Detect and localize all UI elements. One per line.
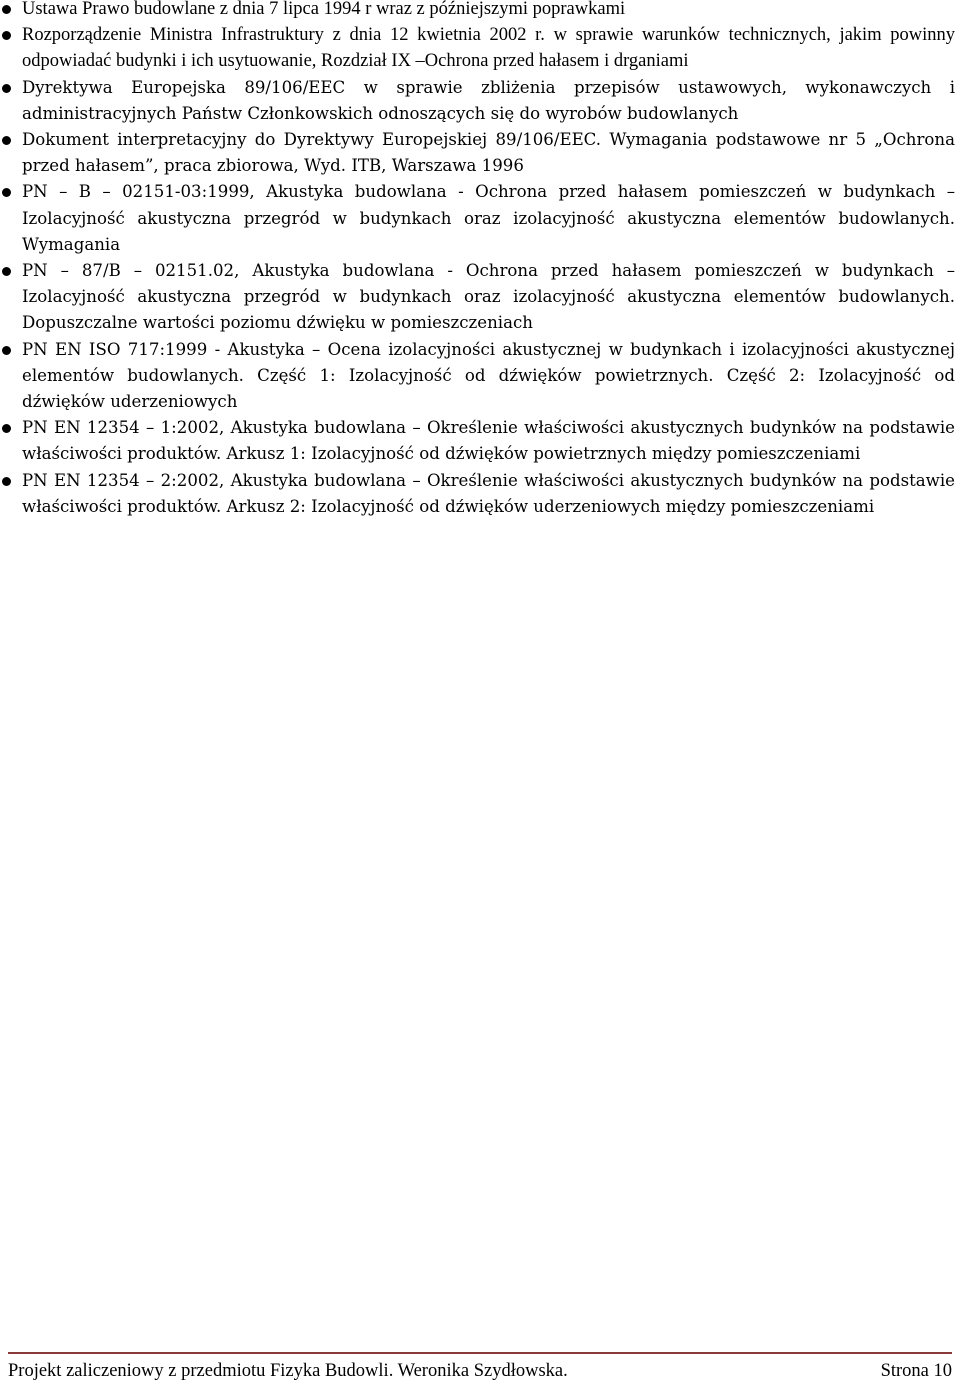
reference-text: Dokument interpretacyjny do Dyrektywy Europejskiej 89/106/EEC. Wymagania podstawowe nr 5 „Ochrona przed hałasem”, praca zbiorowa, Wyd. ITB, Warszawa 1996: [22, 130, 955, 176]
bullet-icon: [2, 31, 11, 40]
reference-text: Rozporządzenie Ministra Infrastruktury z dnia 12 kwietnia 2002 r. w sprawie warunków technicznych, jakim powinny odpowiadać budynki i ich usytuowanie, Rozdział IX –Ochrona przed hałasem i drganiami: [22, 25, 955, 72]
reference-item: [0, 179, 955, 258]
reference-item: [0, 0, 955, 22]
bullet-icon: [2, 5, 11, 14]
footer-project-info: Projekt zaliczeniowy z przedmiotu Fizyka Budowli. Weronika Szydłowska.: [8, 1361, 568, 1381]
page-number: Strona 10: [880, 1361, 952, 1381]
reference-item: [0, 127, 955, 179]
bullet-icon: [2, 477, 11, 486]
bullet-icon: [2, 267, 11, 276]
reference-text: PN EN ISO 717:1999 - Akustyka – Ocena izolacyjności akustycznej w budynkach i izolacyjności akustycznej elementów budowlanych. Część 1: Izolacyjność od dźwięków powietrznych. Część 2: Izolacyjność od dźwięków uderzeniowych: [22, 339, 955, 412]
reference-text: PN – B – 02151-03:1999, Akustyka budowlana - Ochrona przed hałasem pomieszczeń w budynkach – Izolacyjność akustyczna przegród w budynkach oraz izolacyjność akustyczna elementów budowlanych. Wymagania: [22, 182, 955, 254]
reference-text: Dyrektywa Europejska 89/106/EEC w sprawie zbliżenia przepisów ustawowych, wykonawczych i administracyjnych Państw Członkowskich odnoszących się do wyrobów budowlanych: [22, 77, 955, 123]
page-footer: [8, 1352, 952, 1382]
reference-item: [0, 22, 955, 74]
reference-text: PN EN 12354 – 1:2002, Akustyka budowlana – Określenie właściwości akustycznych budynków na podstawie właściwości produktów. Arkusz 1: Izolacyjność od dźwięków powietrznych między pomieszczeniami: [22, 418, 955, 464]
reference-item: [0, 258, 955, 337]
bullet-icon: [2, 346, 11, 355]
bullet-icon: [2, 188, 11, 197]
reference-item: [0, 75, 955, 127]
bullet-icon: [2, 136, 11, 145]
reference-text: PN – 87/B – 02151.02, Akustyka budowlana - Ochrona przed hałasem pomieszczeń w budynkach – Izolacyjność akustyczna przegród w budynkach oraz izolacyjność akustyczna elementów budowlanych. Dopuszczalne wartości poziomu dźwięku w pomieszczeniach: [22, 261, 955, 333]
reference-text: Ustawa Prawo budowlane z dnia 7 lipca 1994 r wraz z późniejszymi poprawkami: [22, 0, 626, 19]
reference-item: [0, 337, 955, 416]
reference-item: [0, 468, 955, 520]
reference-item: [0, 415, 955, 467]
references-section: [0, 0, 955, 520]
bullet-icon: [2, 84, 11, 93]
bullet-icon: [2, 424, 11, 433]
reference-text: PN EN 12354 – 2:2002, Akustyka budowlana – Określenie właściwości akustycznych budynków na podstawie właściwości produktów. Arkusz 2: Izolacyjność od dźwięków uderzeniowych między pomieszczeniami: [22, 470, 955, 516]
reference-list: [0, 0, 955, 520]
